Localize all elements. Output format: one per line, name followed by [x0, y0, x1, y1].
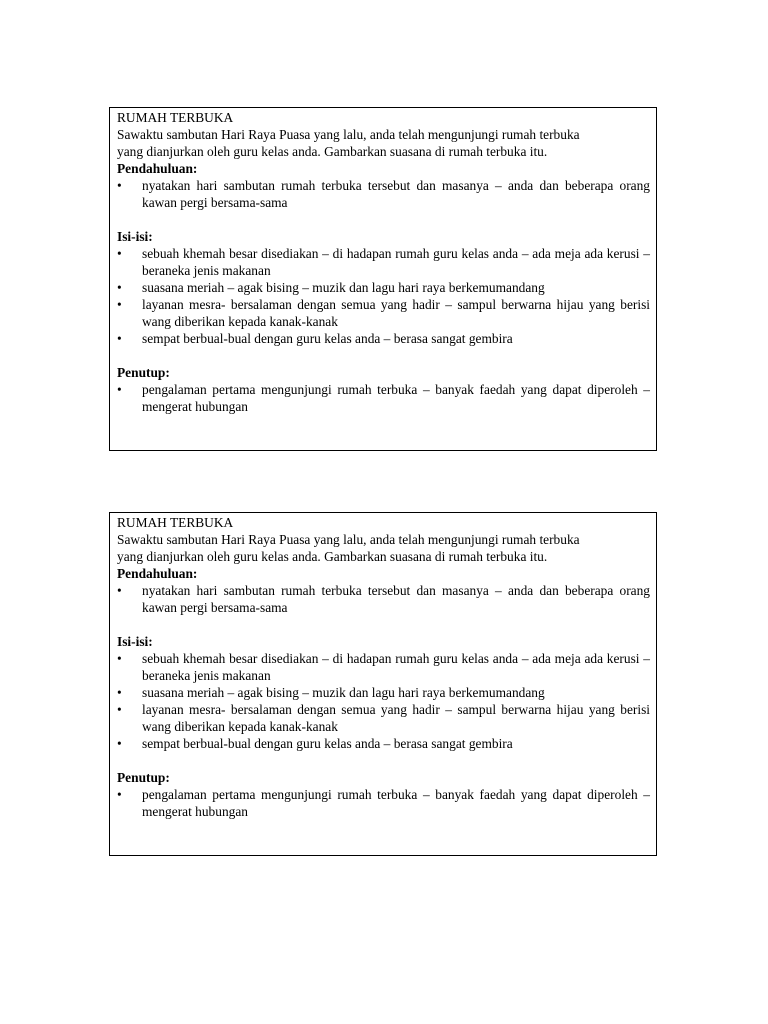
card-intro-line-1: Sawaktu sambutan Hari Raya Puasa yang lalu, anda telah mengunjungi rumah terbuka — [117, 532, 580, 547]
list-item: • pengalaman pertama mengunjungi rumah terbuka – banyak faedah yang dapat diperoleh – mengerat hubungan — [117, 381, 650, 415]
card-intro-line-2: yang dianjurkan oleh guru kelas anda. Gambarkan suasana di rumah terbuka itu. — [117, 549, 548, 564]
section-heading-pendahuluan: Pendahuluan: — [117, 566, 198, 581]
list-item: • sempat berbual-bual dengan guru kelas anda – berasa sangat gembira — [117, 330, 650, 347]
section-heading-isi: Isi-isi: — [117, 634, 153, 649]
pendahuluan-list — [117, 177, 650, 211]
pendahuluan-list — [117, 582, 650, 616]
list-item: • sebuah khemah besar disediakan – di hadapan rumah guru kelas anda – ada meja ada kerusi – beraneka jenis makanan — [117, 245, 650, 279]
essay-card-2 — [109, 512, 657, 856]
list-item: • nyatakan hari sambutan rumah terbuka tersebut dan masanya – anda dan beberapa orang kawan pergi bersama-sama — [117, 177, 650, 211]
spacer — [117, 211, 650, 228]
isi-list — [117, 650, 650, 752]
section-heading-penutup: Penutup: — [117, 365, 170, 380]
spacer — [117, 616, 650, 633]
section-heading-penutup: Penutup: — [117, 770, 170, 785]
list-item: • nyatakan hari sambutan rumah terbuka tersebut dan masanya – anda dan beberapa orang kawan pergi bersama-sama — [117, 582, 650, 616]
list-item: • layanan mesra- bersalaman dengan semua yang hadir – sampul berwarna hijau yang berisi wang diberikan kepada kanak-kanak — [117, 296, 650, 330]
list-item: • layanan mesra- bersalaman dengan semua yang hadir – sampul berwarna hijau yang berisi wang diberikan kepada kanak-kanak — [117, 701, 650, 735]
penutup-list — [117, 381, 650, 415]
isi-list — [117, 245, 650, 347]
card-title: RUMAH TERBUKA — [117, 110, 234, 125]
list-item: • sempat berbual-bual dengan guru kelas anda – berasa sangat gembira — [117, 735, 650, 752]
essay-card-1 — [109, 107, 657, 451]
list-item: • suasana meriah – agak bising – muzik dan lagu hari raya berkemumandang — [117, 684, 650, 701]
spacer — [117, 347, 650, 364]
card-intro-line-1: Sawaktu sambutan Hari Raya Puasa yang lalu, anda telah mengunjungi rumah terbuka — [117, 127, 580, 142]
list-item: • suasana meriah – agak bising – muzik dan lagu hari raya berkemumandang — [117, 279, 650, 296]
list-item: • pengalaman pertama mengunjungi rumah terbuka – banyak faedah yang dapat diperoleh – mengerat hubungan — [117, 786, 650, 820]
list-item: • sebuah khemah besar disediakan – di hadapan rumah guru kelas anda – ada meja ada kerusi – beraneka jenis makanan — [117, 650, 650, 684]
section-heading-isi: Isi-isi: — [117, 229, 153, 244]
card-intro-line-2: yang dianjurkan oleh guru kelas anda. Gambarkan suasana di rumah terbuka itu. — [117, 144, 548, 159]
section-heading-pendahuluan: Pendahuluan: — [117, 161, 198, 176]
penutup-list — [117, 786, 650, 820]
spacer — [117, 752, 650, 769]
card-title: RUMAH TERBUKA — [117, 515, 234, 530]
